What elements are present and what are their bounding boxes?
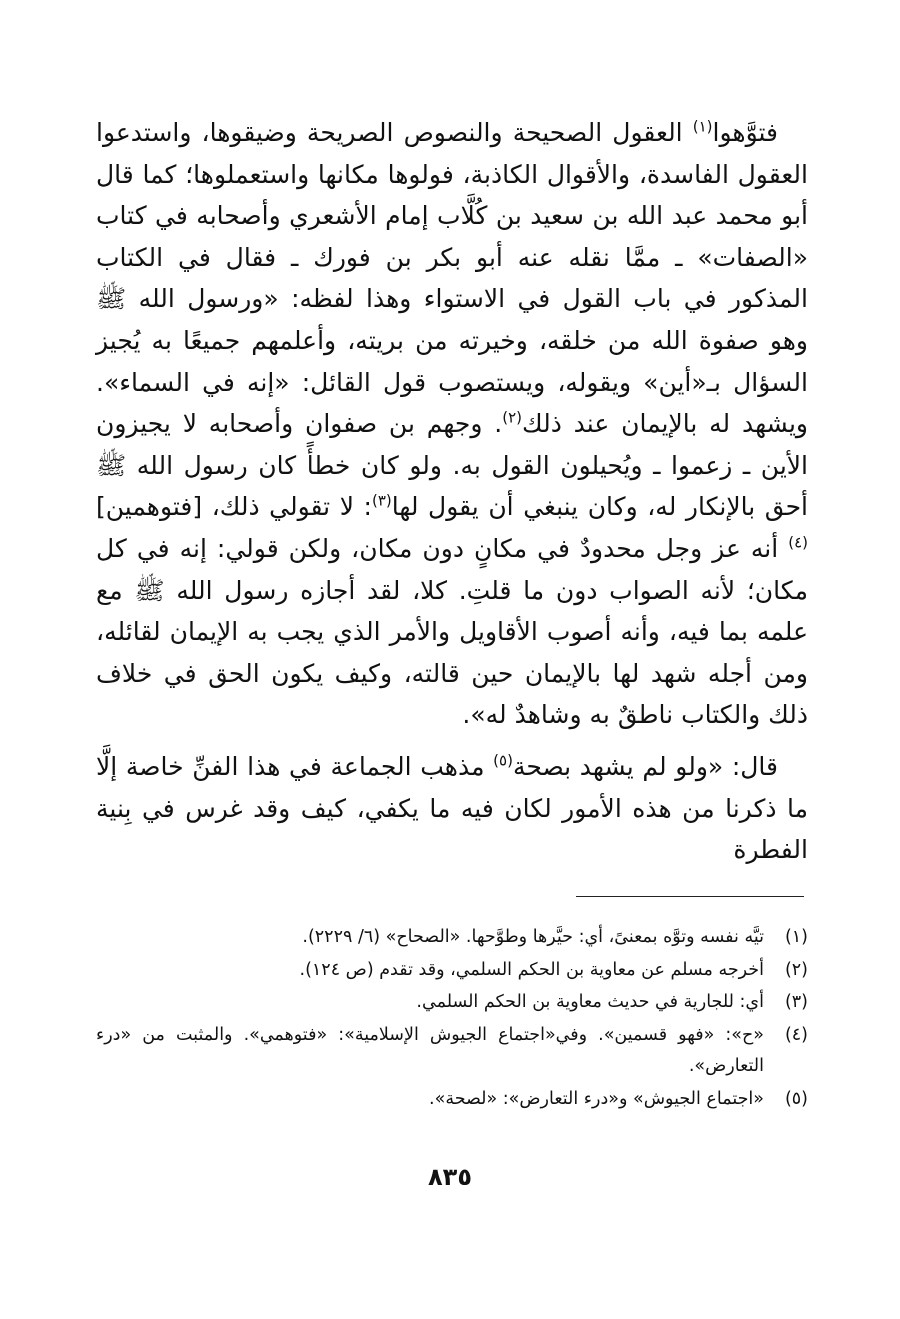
paragraph-1-part-e: أنه عز وجل محدودٌ في مكانٍ دون مكان، ولكن قولي: إنه في كل مكان؛ لأنه الصواب دون ما قلتِ. كلا، لقد أجازه رسول الله ﷺ مع علمه بما فيه، وأنه أصوب الأقاويل والأمر الذي يجب به الإيمان لقائله، ومن أجله شهد لها بالإيمان حين قالته، وكيف يكون الحق في خلاف ذلك والكتاب ناطقٌ به وشاهدٌ له». [96, 533, 808, 730]
page-number: ٨٣٥ [428, 1163, 472, 1191]
footnote-text: «ح»: «فهو قسمين». وفي«اجتماع الجيوش الإسلامية»: «فتوهمي». والمثبت من «درء التعارض». [96, 1024, 764, 1076]
footnote-ref-1[interactable]: (١) [692, 117, 713, 136]
footnote-number: (٥) [784, 1088, 808, 1109]
footnote-ref-5[interactable]: (٥) [493, 751, 513, 770]
footnote-number: (٣) [784, 992, 808, 1012]
paragraph-1-part-a: فتوَّهوا [712, 118, 778, 147]
footnote-number: (٤) [784, 1024, 808, 1045]
footnote-number: (١) [784, 927, 808, 947]
footnote-text: أخرجه مسلم عن معاوية بن الحكم السلمي، وقد تقدم (ص ١٢٤). [299, 959, 764, 980]
paragraph-1-part-b: العقول الصحيحة والنصوص الصريحة وضيقوها، واستدعوا العقول الفاسدة، والأقوال الكاذبة، فولوها مكانها واستعملوها؛ كما قال أبو محمد عبد الله بن سعيد بن كُلَّاب إمام الأشعري وأصحابه في كتاب «الصفات» ـ ممَّا نقله عنه أبو بكر بن فورك ـ فقال في الكتاب المذكور في باب القول في الاستواء وهذا لفظه: «ورسول الله ﷺ وهو صفوة الله من خلقه، وخيرته من بريته، وأعلمهم جميعًا به يُجيز السؤال بـ«أين» ويقوله، ويستصوب قول القائل: «إنه في السماء». ويشهد له بالإيمان عند ذلك [96, 118, 808, 439]
footnote-divider [576, 896, 804, 897]
footnote-text: «اجتماع الجيوش» و«درء التعارض»: «لصحة». [429, 1088, 764, 1109]
footnote-text: أي: للجارية في حديث معاوية بن الحكم السلمي. [416, 992, 764, 1012]
paragraph-2 [96, 746, 808, 871]
paragraph-1-part-c: . وجهم بن صفوان وأصحابه لا يجيزون الأين ـ زعموا ـ ويُحيلون القول به. ولو كان خطأً كان رسول الله ﷺ أحق بالإنكار له، وكان ينبغي أن يقول لها [96, 409, 808, 522]
paragraph-1-part-d: : لا تقولي ذلك، [فتوهمين] [96, 492, 372, 522]
paragraph-2-part-a: قال: «ولو لم يشهد بصحة [512, 751, 778, 781]
footnote-number: (٢) [784, 959, 808, 980]
footnote-item [96, 955, 808, 987]
footnote-ref-3[interactable]: (٣) [371, 492, 392, 511]
footnotes-list [96, 922, 808, 1116]
footnote-item [96, 987, 808, 1019]
main-text [96, 112, 808, 871]
footnote-item [96, 1084, 808, 1116]
footnote-text: تيَّه نفسه وتوَّه بمعنىً، أي: حيَّرها وطوَّحها. «الصحاح» (٦/ ٢٢٢٩). [302, 927, 764, 947]
footnote-item [96, 922, 808, 954]
footnote-ref-4[interactable]: (٤) [788, 533, 808, 552]
footnote-ref-2[interactable]: (٢) [502, 408, 523, 427]
footnote-item [96, 1020, 808, 1083]
paragraph-2-part-b: مذهب الجماعة في هذا الفنِّ خاصة إلَّا ما ذكرنا من هذه الأمور لكان فيه ما يكفي، كيف وقد غرس في بِنية الفطرة [96, 751, 808, 865]
paragraph-1 [96, 112, 808, 736]
